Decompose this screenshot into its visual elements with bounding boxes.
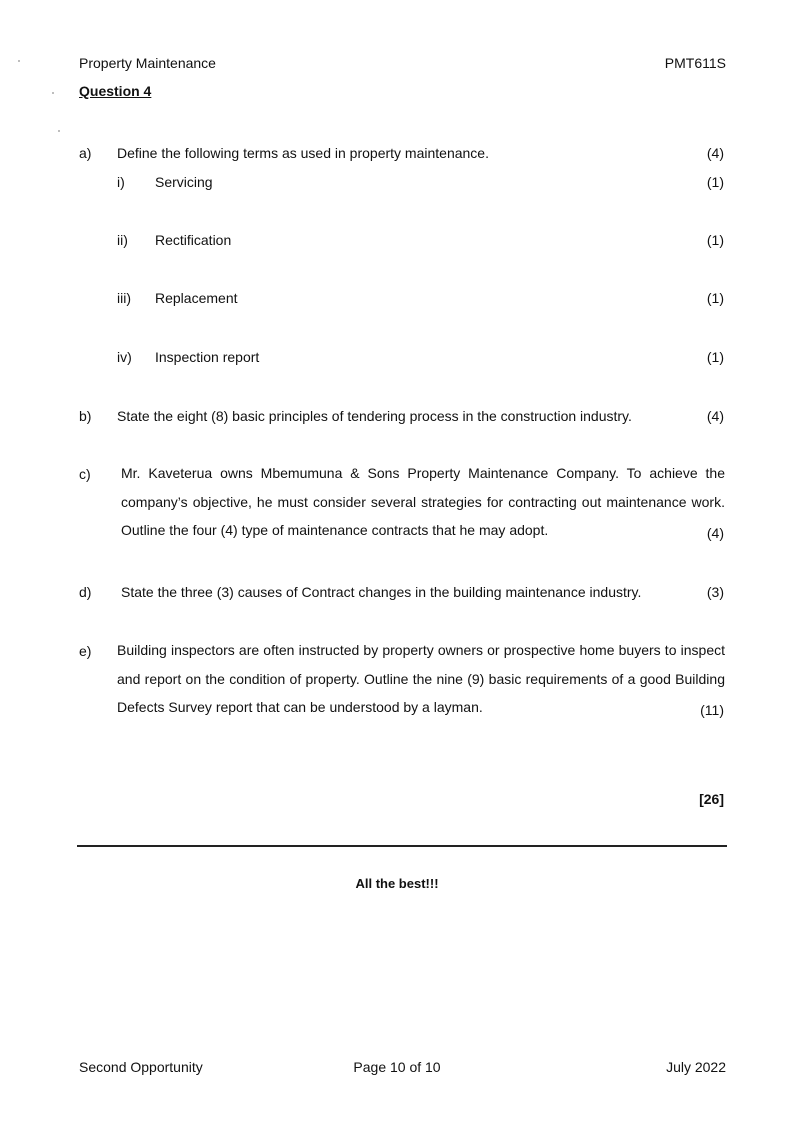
question-d-letter: d) (79, 584, 92, 600)
scan-speck (58, 130, 60, 132)
sub-question-text: Inspection report (155, 349, 260, 365)
sub-question-marks: (1) (706, 290, 724, 306)
question-c-marks: (4) (706, 525, 724, 541)
question-a-text: Define the following terms as used in property maintenance. (117, 145, 489, 161)
footer-date: July 2022 (666, 1059, 726, 1075)
sub-question-number: iv) (117, 349, 132, 365)
question-title: Question 4 (79, 83, 152, 99)
question-a-marks: (4) (706, 145, 724, 161)
sub-question-text: Servicing (155, 174, 213, 190)
question-b-text: State the eight (8) basic principles of tendering process in the construction industry. (117, 408, 632, 424)
sub-question-number: iii) (117, 290, 131, 306)
sub-question-marks: (1) (706, 174, 724, 190)
question-a-letter: a) (79, 145, 92, 161)
scan-speck (18, 60, 20, 62)
sub-question-marks: (1) (706, 232, 724, 248)
sub-question-text: Replacement (155, 290, 238, 306)
question-b-marks: (4) (706, 408, 724, 424)
question-e-marks: (11) (700, 702, 724, 718)
sub-question-number: ii) (117, 232, 128, 248)
footer-exam-session: Second Opportunity (79, 1059, 203, 1075)
scan-speck (52, 92, 54, 94)
question-b-letter: b) (79, 408, 92, 424)
question-e-letter: e) (79, 643, 92, 659)
question-e-paragraph (117, 636, 725, 722)
question-c-letter: c) (79, 466, 91, 482)
sub-question-marks: (1) (706, 349, 724, 365)
sub-question-number: i) (117, 174, 125, 190)
question-e-text: Building inspectors are often instructed by property owners or prospective home buyers to inspect and report on the condition of property. Outline the nine (9) basic requirements of a good Building Defects Survey report that can be understood by a layman. (117, 642, 725, 715)
question-d-text: State the three (3) causes of Contract changes in the building maintenance industry. (121, 584, 642, 600)
header-course-code: PMT611S (664, 55, 726, 71)
question-c-text: Mr. Kaveterua owns Mbemumuna & Sons Property Maintenance Company. To achieve the company’s objective, he must consider several strategies for contracting out maintenance work. Outline the four (4) type of maintenance contracts that he may adopt. (121, 465, 725, 538)
header-course-title: Property Maintenance (79, 55, 216, 71)
footer-page-number: Page 10 of 10 (353, 1059, 441, 1075)
total-marks: [26] (699, 791, 724, 807)
question-c-paragraph (121, 459, 725, 545)
closing-message: All the best!!! (355, 876, 439, 891)
divider-line (77, 845, 727, 847)
question-d-marks: (3) (706, 584, 724, 600)
sub-question-text: Rectification (155, 232, 232, 248)
